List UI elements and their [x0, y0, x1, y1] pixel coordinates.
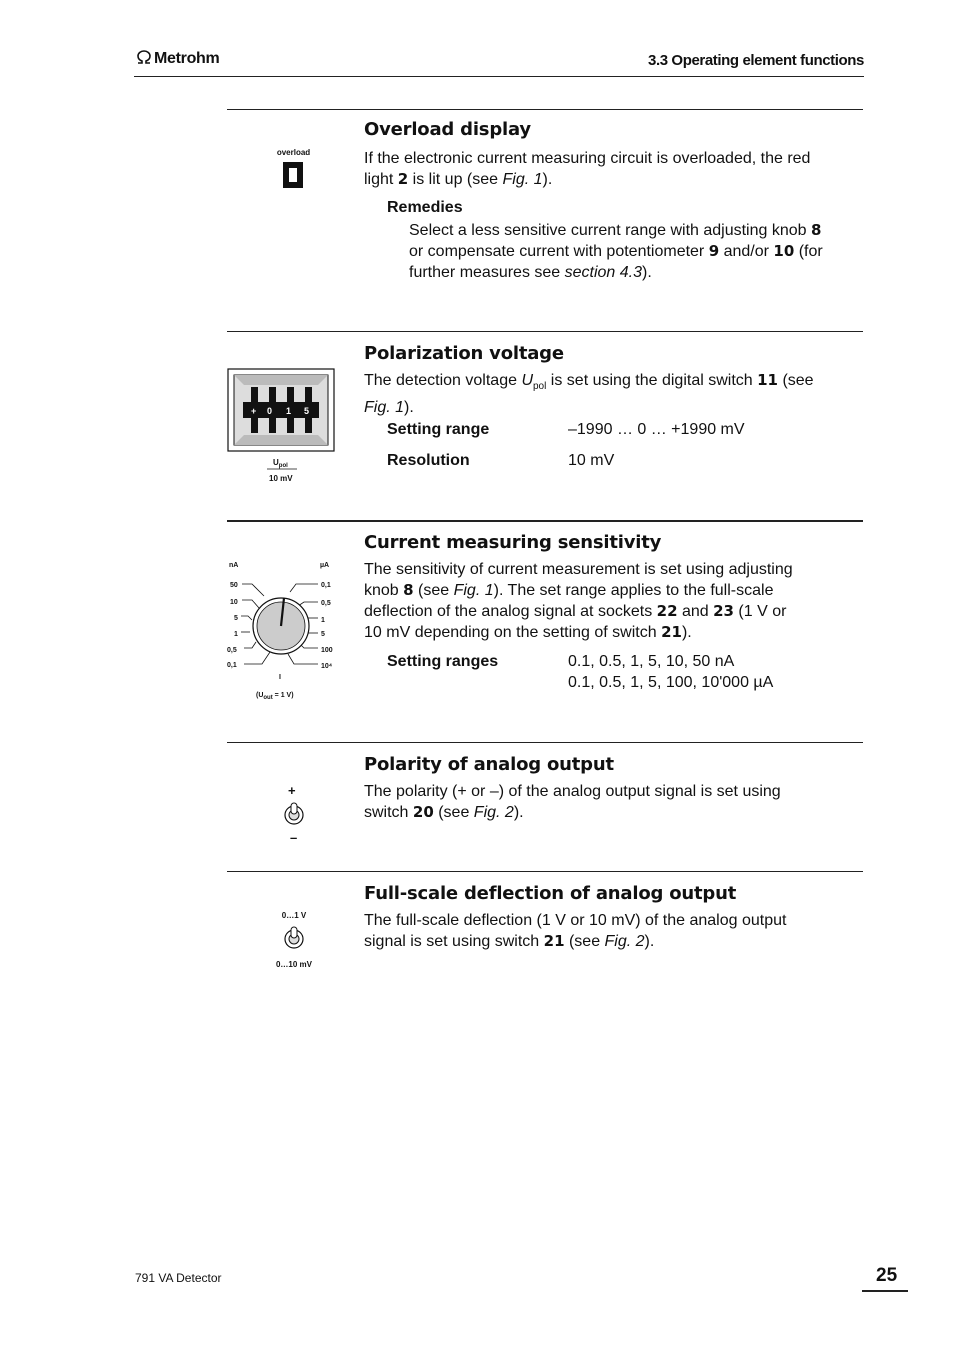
- knob-right-value: 5: [321, 631, 325, 638]
- overload-text: If the electronic current measuring circuit is overloaded, the red light 2 is lit up (see Fig. 1).: [364, 150, 811, 188]
- fullscale-title: Full-scale deflection of analog output: [364, 883, 737, 904]
- section-divider: [227, 331, 863, 332]
- knob-left-value: 1: [234, 631, 238, 638]
- switch-digit-1: 1: [286, 406, 292, 416]
- fullscale-toggle-icon: [283, 926, 305, 950]
- setting-ranges-label: Setting ranges: [387, 653, 499, 670]
- knob-right-value: 0,1: [321, 582, 331, 589]
- knob-left-value: 0,5: [227, 647, 237, 654]
- remedies-label: Remedies: [387, 199, 463, 216]
- sensitivity-text: The sensitivity of current measurement is set using adjusting knob 8 (see Fig. 1). The set range applies to the full-scale deflection of the analog signal at sockets 22 and 23 (1 V or 10 mV depending on the setting of switch 21).: [364, 561, 793, 641]
- polarity-toggle-icon: [283, 802, 305, 826]
- overload-icon-label: overload: [276, 148, 311, 157]
- switch-label-u: $U_{pol}$: [273, 458, 288, 469]
- section-divider: [227, 742, 863, 743]
- knob-left-value: 0,1: [227, 662, 237, 669]
- overload-lamp-icon: [283, 162, 303, 188]
- section-title: 3.3 Operating element functions: [648, 52, 864, 69]
- page-number: 25: [876, 1265, 898, 1286]
- knob-caption: (Uout = 1 V): [256, 692, 294, 701]
- knob-bottom-label: I: [279, 674, 281, 681]
- knob-left-value: 5: [234, 615, 238, 622]
- digital-switch-icon: [227, 368, 337, 488]
- footer-divider: [862, 1290, 908, 1292]
- brand-name: Metrohm: [154, 50, 220, 67]
- metrohm-omega-icon: [136, 50, 152, 64]
- switch-label-unit: 10 mV: [269, 474, 293, 483]
- setting-range-value: –1990 … 0 … +1990 mV: [568, 421, 745, 438]
- fullscale-text: The full-scale deflection (1 V or 10 mV) of the analog output signal is set using switch 21 (see Fig. 2).: [364, 912, 787, 950]
- remedies-text: Select a less sensitive current range with adjusting knob 8 or compensate current with potentiometer 9 and/or 10 (for further measures see section 4.3).: [409, 221, 823, 281]
- section-divider: [227, 109, 863, 110]
- knob-right-value: 0,5: [321, 600, 331, 607]
- polarization-text: The detection voltage $U_{pol}$ is set using the digital switch 11 (see Fig. 1).: [364, 371, 814, 417]
- sensitivity-knob-icon: [224, 556, 344, 706]
- header-divider: [134, 76, 864, 77]
- setting-ranges-value-1: 0.1, 0.5, 1, 5, 10, 50 nA: [568, 653, 735, 670]
- knob-right-value: 10⁴: [321, 663, 333, 670]
- brand-logo: [136, 50, 219, 68]
- resolution-label: Resolution: [387, 452, 470, 469]
- knob-left-value: 50: [230, 582, 238, 589]
- polarity-plus-label: +: [288, 783, 296, 798]
- sensitivity-title: Current measuring sensitivity: [364, 532, 662, 553]
- polarity-minus-label: –: [290, 830, 298, 845]
- footer-product: 791 VA Detector: [135, 1271, 222, 1285]
- knob-right-value: 100: [321, 647, 333, 654]
- section-divider: [227, 871, 863, 872]
- switch-digit-5: 5: [304, 406, 310, 416]
- switch-digit-plus: +: [251, 406, 257, 416]
- switch-digit-0: 0: [267, 406, 273, 416]
- resolution-value: 10 mV: [568, 452, 615, 469]
- knob-left-unit: nA: [229, 562, 239, 569]
- knob-left-value: 10: [230, 599, 238, 606]
- setting-ranges-value-2: 0.1, 0.5, 1, 5, 100, 10'000 µA: [568, 674, 774, 691]
- fullscale-bottom-label: 0…10 mV: [275, 960, 313, 969]
- section-divider: [227, 520, 863, 522]
- setting-range-label: Setting range: [387, 421, 490, 438]
- fullscale-top-label: 0…1 V: [281, 911, 307, 920]
- polarity-text: The polarity (+ or –) of the analog output signal is set using switch 20 (see Fig. 2).: [364, 783, 781, 821]
- knob-right-unit: µA: [320, 562, 330, 569]
- polarization-title: Polarization voltage: [364, 343, 564, 364]
- polarity-title: Polarity of analog output: [364, 754, 614, 775]
- overload-title: Overload display: [364, 119, 531, 140]
- knob-right-value: 1: [321, 617, 325, 624]
